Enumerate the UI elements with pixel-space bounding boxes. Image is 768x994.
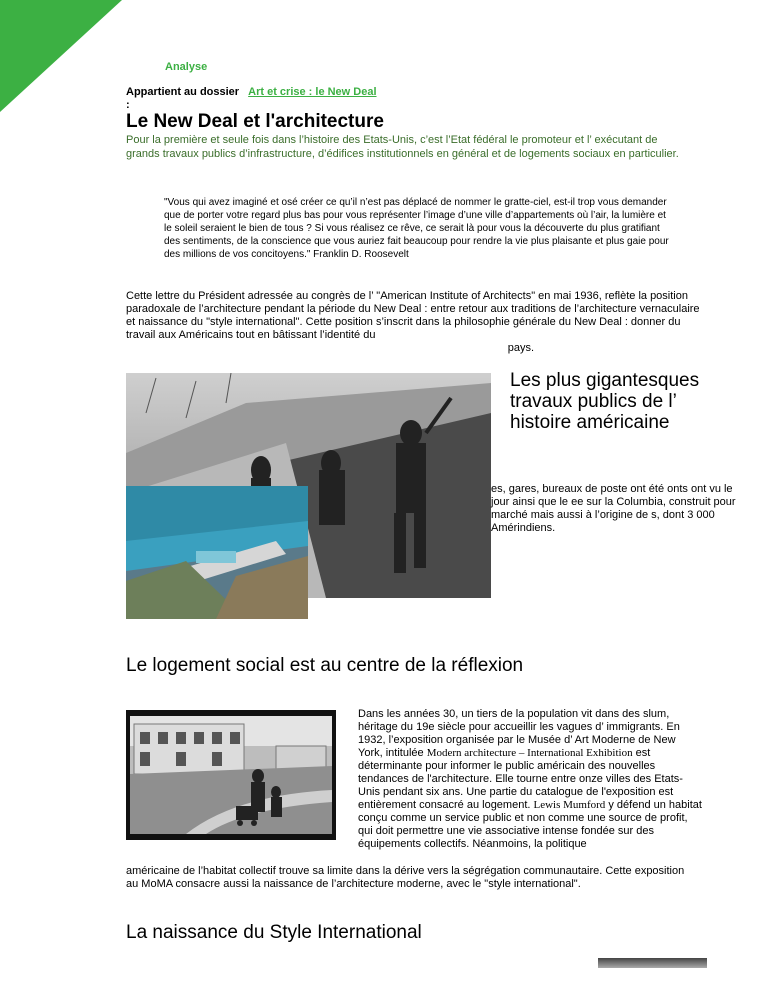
logement-text-2: est déterminante pour informer le public américain des nouvelles tendances de l'architecture. Elle tourne entre onze villes des Etats-Unis pendant six ans. Une partie du catalogue de l'exposition est entièrement consacré au logement. [358, 747, 683, 811]
logement-text-1: Dans les années 30, un tiers de la population vit dans des slum, héritage du 19e siècle pour accueillir les vagues d’ immigrants. En 1932, l’exposition organisée par le Musée d’ Art Moderne de New York, intitulée [358, 708, 680, 759]
corner-decoration [0, 0, 122, 112]
dossier-colon: : [126, 99, 130, 111]
logement-heading: Le logement social est au centre de la réflexion [126, 655, 524, 676]
logement-paragraph [358, 708, 703, 851]
page-title: Le New Deal et l'architecture [126, 111, 384, 132]
style-photo [598, 958, 707, 968]
logement-continuation: américaine de l’habitat collectif trouve sa limite dans la dérive vers la ségrégation communautaire. Cette exposition au MoMA consacre aussi la naissance de l’architecture moderne, avec le "style international". [126, 865, 685, 890]
dossier-prefix: Appartient au dossier [126, 86, 240, 98]
logement-text-3: y défend un habitat conçu comme un service public et non comme une source de profit, qui doit permettre une vie associative intense fondée sur des équipements collectifs. Néanmoins, la politique [358, 799, 702, 850]
expo-title: Modern architecture – International Exhibition [426, 747, 633, 759]
intro-paragraph: Pour la première et seule fois dans l’histoire des Etats-Unis, c’est l’Etat fédéral le promoteur et l’ exécutant de grands travaux publics d’infrastructure, d’édifices institutionnels en général et de logements sociaux en particulier. [126, 134, 679, 160]
dossier-line [126, 86, 377, 98]
lettre-end: pays. [507, 342, 534, 354]
travaux-heading: Les plus gigantesques travaux publics de l’ histoire américaine [510, 370, 700, 433]
lettre-paragraph [126, 290, 706, 355]
style-heading: La naissance du Style International [126, 922, 422, 943]
lettre-text: Cette lettre du Président adressée au congrès de l’ "American Institute of Architects" en mai 1936, reflète la position paradoxale de l’architecture pendant la période du New Deal : entre retour aux traditions de l’architecture vernaculaire et naissance du "style international". Cette position s’inscrit dans la philosophie générale du New Deal : donner du travail aux Américains tout en bâtissant l’identité du [126, 290, 700, 341]
section-label: Analyse [165, 61, 208, 73]
roosevelt-quote: "Vous qui avez imaginé et osé créer ce qu’il n’est pas déplacé de nommer le gratte-ciel, est-il trop vous demander que de porter votre regard plus bas pour vous représenter l’image d’une ville d’appartements où l’air, la lumière et le soleil seraient le bien de tous ? Si vous réalisez ce rêve, ce serait là pour vous la découverte du plus gratifiant des sentiments, de la conscience que vous auriez fait beaucoup pour rendre la vie plus plaisante et plus gaie pour des millions de vos concitoyens." Franklin D. Roosevelt [164, 197, 669, 260]
houses-photo [126, 710, 336, 840]
dam-photo [126, 486, 308, 619]
travaux-text: es, gares, bureaux de poste ont été onts ont vu le jour ainsi que le ee sur la Columbia, construit pour marché mais aussi à l’origine de s, dont 3 000 Amérindiens. [491, 483, 736, 534]
dossier-link[interactable]: Art et crise : le New Deal [248, 86, 377, 98]
author-name: Lewis Mumford [533, 799, 606, 811]
